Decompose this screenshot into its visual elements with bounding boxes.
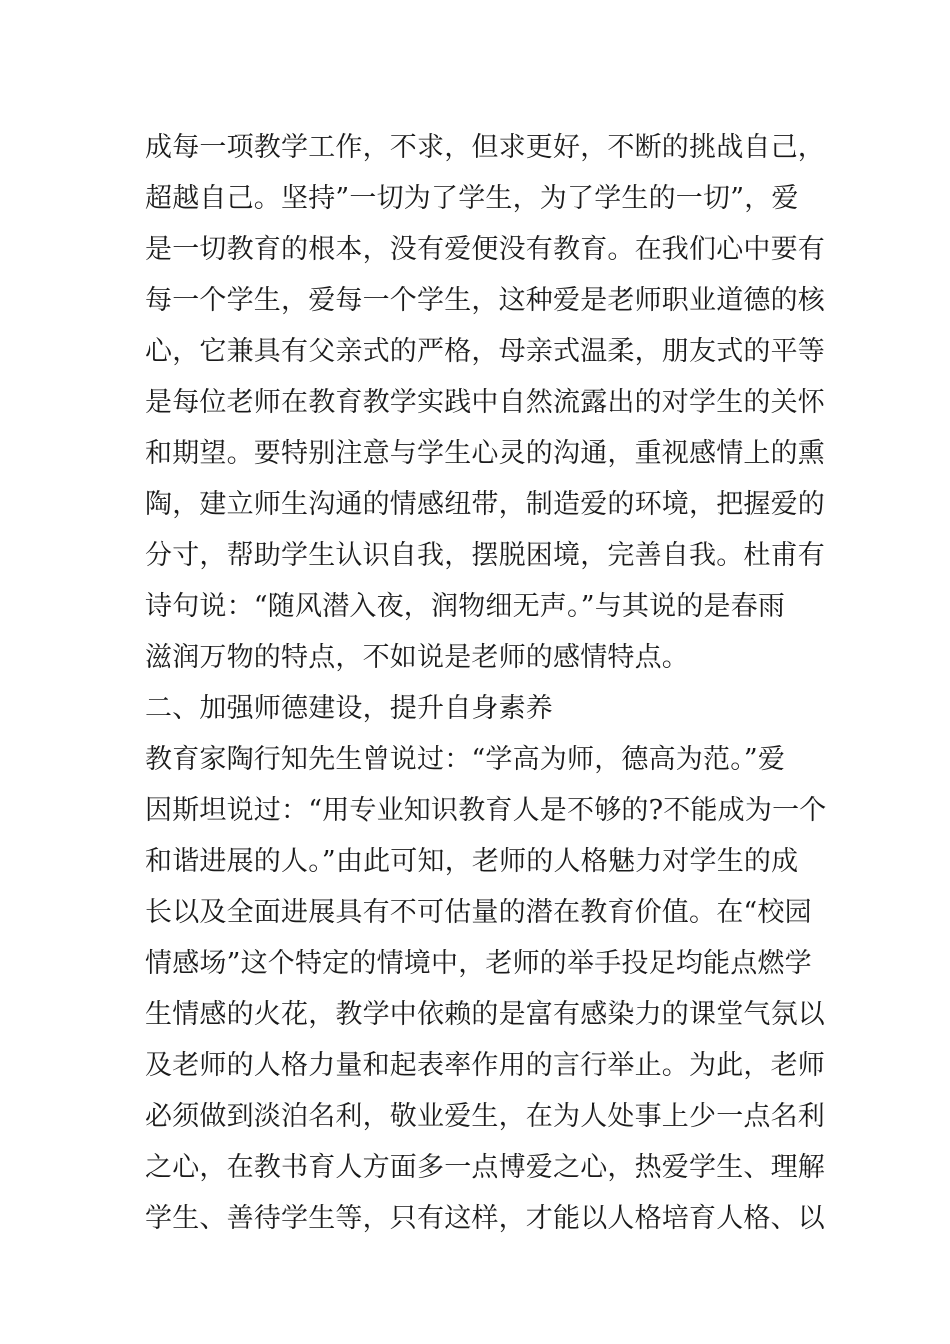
text-line: 是一切教育的根本，没有爱便没有教育。在我们心中要有: [145, 234, 825, 265]
text-line: 情感场”这个特定的情境中，老师的举手投足均能点燃学: [145, 948, 812, 979]
text-line: 心，它兼具有父亲式的严格，母亲式温柔，朋友式的平等: [145, 336, 825, 367]
section-heading: 二、加强师德建设，提升自身素养: [145, 693, 553, 724]
text-line: 每一个学生，爱每一个学生，这种爱是老师职业道德的核: [145, 285, 825, 316]
text-line: 和期望。要特别注意与学生心灵的沟通，重视感情上的熏: [145, 438, 825, 469]
body-text: [145, 122, 827, 1244]
text-line: 之心，在教书育人方面多一点博爱之心，热爱学生、理解: [145, 1152, 825, 1183]
text-line: 因斯坦说过：“用专业知识教育人是不够的?不能成为一个: [145, 795, 827, 826]
text-line: 必须做到淡泊名利，敬业爱生，在为人处事上少一点名利: [145, 1101, 825, 1132]
text-line: 是每位老师在教育教学实践中自然流露出的对学生的关怀: [145, 387, 825, 418]
text-line: 诗句说：“随风潜入夜，润物细无声。”与其说的是春雨: [145, 591, 786, 622]
text-line: 和谐进展的人。”由此可知，老师的人格魅力对学生的成: [145, 846, 799, 877]
text-line: 滋润万物的特点，不如说是老师的感情特点。: [145, 642, 689, 673]
text-line: 超越自己。坚持”一切为了学生，为了学生的一切”，爱: [145, 183, 799, 214]
text-line: 成每一项教学工作，不求，但求更好，不断的挑战自己，: [145, 132, 825, 163]
text-line: 学生、善待学生等，只有这样，才能以人格培育人格、以: [145, 1203, 825, 1234]
text-line: 陶，建立师生沟通的情感纽带，制造爱的环境，把握爱的: [145, 489, 825, 520]
text-line: 及老师的人格力量和起表率作用的言行举止。为此，老师: [145, 1050, 825, 1081]
text-line: 教育家陶行知先生曾说过：“学高为师，德高为范。”爱: [145, 744, 786, 775]
text-line: 分寸，帮助学生认识自我，摆脱困境，完善自我。杜甫有: [145, 540, 825, 571]
text-line: 生情感的火花，教学中依赖的是富有感染力的课堂气氛以: [145, 999, 825, 1030]
text-line: 长以及全面进展具有不可估量的潜在教育价值。在“校园: [145, 897, 812, 928]
